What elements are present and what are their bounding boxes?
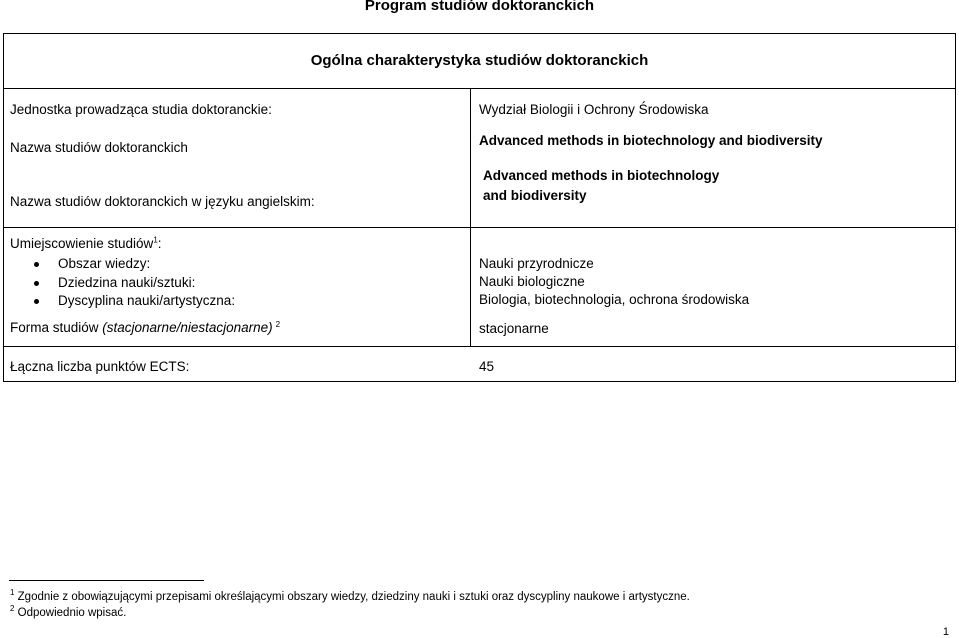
row-divider (3, 227, 956, 228)
placement-label-colon: : (157, 236, 162, 251)
name-en-label: Nazwa studiów doktoranckich w języku angielskim: (10, 194, 315, 209)
form-value: stacjonarne (479, 321, 549, 336)
unit-value: Wydział Biologii i Ochrony Środowiska (479, 102, 709, 117)
area-value: Nauki przyrodnicze (479, 256, 594, 271)
form-label (10, 320, 280, 336)
footnote-text: Odpowiednio wpisać. (17, 607, 127, 619)
discipline-label: Dyscyplina nauki/artystyczna: (58, 293, 236, 308)
footnote-ref-2: 2 (275, 319, 281, 329)
name-en-value-line2: and biodiversity (483, 188, 587, 203)
footnote-2 (10, 606, 126, 620)
footnote-ref-1: 1 (153, 235, 158, 245)
ects-label: Łączna liczba punktów ECTS: (10, 359, 190, 374)
ects-value: 45 (479, 359, 495, 374)
form-label-text: Forma studiów (10, 320, 103, 335)
discipline-value: Biologia, biotechnologia, ochrona środowiska (479, 292, 750, 307)
document-title: Program studiów doktoranckich (364, 0, 595, 14)
form-label-options: (stacjonarne/niestacjonarne) (102, 320, 273, 335)
section-title: Ogólna charakterystyka studiów doktoranckich (310, 52, 649, 69)
page-number: 1 (942, 626, 949, 638)
footnote-mark: 2 (10, 604, 15, 614)
footnote-1 (10, 590, 690, 604)
name-label: Nazwa studiów doktoranckich (10, 140, 188, 155)
domain-value: Nauki biologiczne (479, 274, 585, 289)
footnote-separator (9, 580, 204, 581)
bullet-icon (34, 262, 39, 267)
bullet-icon (34, 299, 39, 304)
placement-label (10, 236, 162, 252)
name-en-value-line1: Advanced methods in biotechnology (483, 168, 720, 183)
row-divider (3, 88, 956, 89)
domain-label: Dziedzina nauki/sztuki: (58, 275, 196, 290)
placement-label-text: Umiejscowienie studiów (10, 236, 154, 251)
bullet-icon (34, 281, 39, 286)
footnote-text: Zgodnie z obowiązującymi przepisami określającymi obszary wiedzy, dziedziny nauki i sztuki oraz dyscypliny naukowe i artystyczne. (17, 591, 690, 603)
area-label: Obszar wiedzy: (58, 256, 151, 271)
row-divider (3, 346, 956, 347)
unit-label: Jednostka prowadząca studia doktoranckie: (10, 102, 272, 117)
column-divider (470, 88, 471, 346)
footnote-mark: 1 (10, 588, 15, 598)
name-value: Advanced methods in biotechnology and biodiversity (479, 133, 823, 148)
